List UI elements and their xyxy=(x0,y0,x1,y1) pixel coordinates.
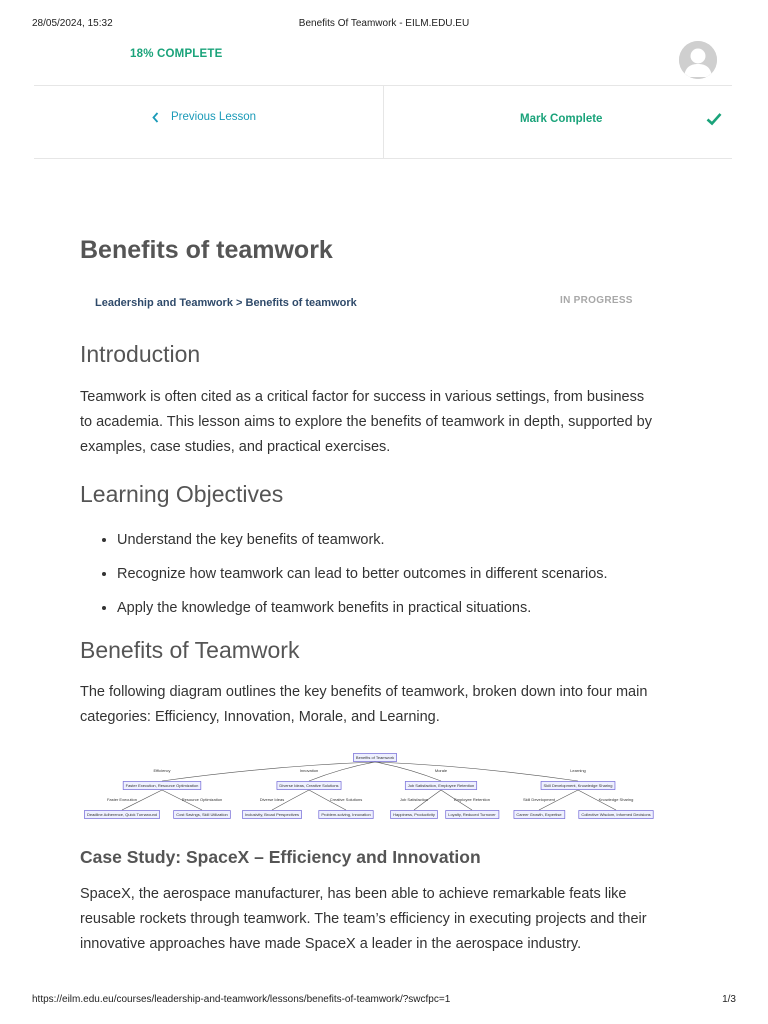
previous-lesson-label: Previous Lesson xyxy=(171,111,257,123)
avatar-icon xyxy=(679,41,717,79)
diagram-leaf-label: Happiness, Productivity xyxy=(393,812,435,817)
mark-complete-button[interactable]: Mark Complete xyxy=(520,113,603,125)
breadcrumb-separator: > xyxy=(232,297,246,309)
diagram-node-label: Diverse Ideas, Creative Solutions xyxy=(279,783,339,788)
diagram-edge-label: Employee Retention xyxy=(453,797,491,802)
benefits-diagram xyxy=(80,750,670,825)
diagram-edge-label: Innovation xyxy=(299,768,319,773)
page-title: Benefits of teamwork xyxy=(80,236,333,264)
print-url: https://eilm.edu.eu/courses/leadership-and-teamwork/lessons/benefits-of-teamwork/?swcfpc=1 xyxy=(32,994,451,1005)
diagram-edge-label: Skill Development xyxy=(522,797,556,802)
benefits-heading: Benefits of Teamwork xyxy=(80,637,300,663)
diagram-leaf-label: Inclusivity, Broad Perspectives xyxy=(245,812,299,817)
diagram-leaf-label: Collective Wisdom, Informed Decisions xyxy=(581,812,651,817)
diagram-node-label: Skill Development, Knowledge Sharing xyxy=(543,783,613,788)
diagram-edge-label: Faster Execution xyxy=(106,797,138,802)
learning-objectives-heading: Learning Objectives xyxy=(80,481,284,507)
diagram-leaf-label: Loyalty, Reduced Turnover xyxy=(448,812,496,817)
diagram-leaf-label: Career Growth, Expertise xyxy=(516,812,562,817)
chevron-left-icon xyxy=(152,112,159,123)
previous-lesson-button[interactable] xyxy=(152,111,256,123)
introduction-heading: Introduction xyxy=(80,341,201,367)
lesson-navigation-bar xyxy=(34,85,732,159)
course-progress-text: 18% COMPLETE xyxy=(130,48,223,60)
list-item: • Recognize how teamwork can lead to better outcomes in different scenarios. xyxy=(117,562,717,596)
print-page-title: Benefits Of Teamwork - EILM.EDU.EU xyxy=(298,18,470,29)
benefits-text: The following diagram outlines the key benefits of teamwork, broken down into four main categories: Efficiency, Innovation, Morale, and Learning. xyxy=(80,684,648,725)
introduction-text: Teamwork is often cited as a critical factor for success in various settings, from business to academia. This lesson aims to explore the benefits of teamwork in depth, supported by examples, case studies, and practical exercises. xyxy=(80,389,652,455)
diagram-edge-label: Creative Solutions xyxy=(329,797,363,802)
diagram-node-label: Faster Execution, Resource Optimization xyxy=(125,783,199,788)
nav-divider xyxy=(383,86,384,158)
status-badge: IN PROGRESS xyxy=(560,295,633,306)
learning-objectives-list xyxy=(80,528,717,630)
diagram-leaf-label: Deadline Adherence, Quick Turnaround xyxy=(86,812,158,817)
print-page-number: 1/3 xyxy=(722,994,736,1005)
diagram-edge-label: Knowledge Sharing xyxy=(598,797,634,802)
breadcrumb xyxy=(95,297,357,309)
diagram-node-label: Job Satisfaction, Employee Retention xyxy=(407,783,475,788)
print-datetime: 28/05/2024, 15:32 xyxy=(32,18,113,29)
list-item: • Apply the knowledge of teamwork benefits in practical situations. xyxy=(117,596,717,630)
diagram-root-label: Benefits of Teamwork xyxy=(355,755,395,760)
breadcrumb-course-link[interactable]: Leadership and Teamwork xyxy=(95,297,233,309)
checkmark-icon[interactable] xyxy=(706,112,722,131)
diagram-edge-label: Job Satisfaction xyxy=(399,797,429,802)
diagram-edge-label: Morale xyxy=(434,768,448,773)
breadcrumb-lesson-link[interactable]: Benefits of teamwork xyxy=(245,297,357,309)
diagram-edge-label: Diverse Ideas xyxy=(259,797,285,802)
diagram-edge-label: Efficiency xyxy=(153,768,171,773)
case-study-text: SpaceX, the aerospace manufacturer, has been able to achieve remarkable feats like reusable rockets through teamwork. The team’s efficiency in executing projects and their innovative approaches have made SpaceX a leader in the aerospace industry. xyxy=(80,886,647,952)
case-study-heading: Case Study: SpaceX – Efficiency and Innovation xyxy=(80,847,481,867)
avatar[interactable] xyxy=(679,41,717,79)
diagram-edge-label: Resource Optimization xyxy=(181,797,223,802)
diagram-leaf-label: Problem-solving, Innovation xyxy=(321,812,371,817)
diagram-leaf-label: Cost Savings, Skill Utilization xyxy=(176,812,228,817)
diagram-edge-label: Learning xyxy=(570,768,586,773)
list-item: • Understand the key benefits of teamwork. xyxy=(117,528,717,562)
